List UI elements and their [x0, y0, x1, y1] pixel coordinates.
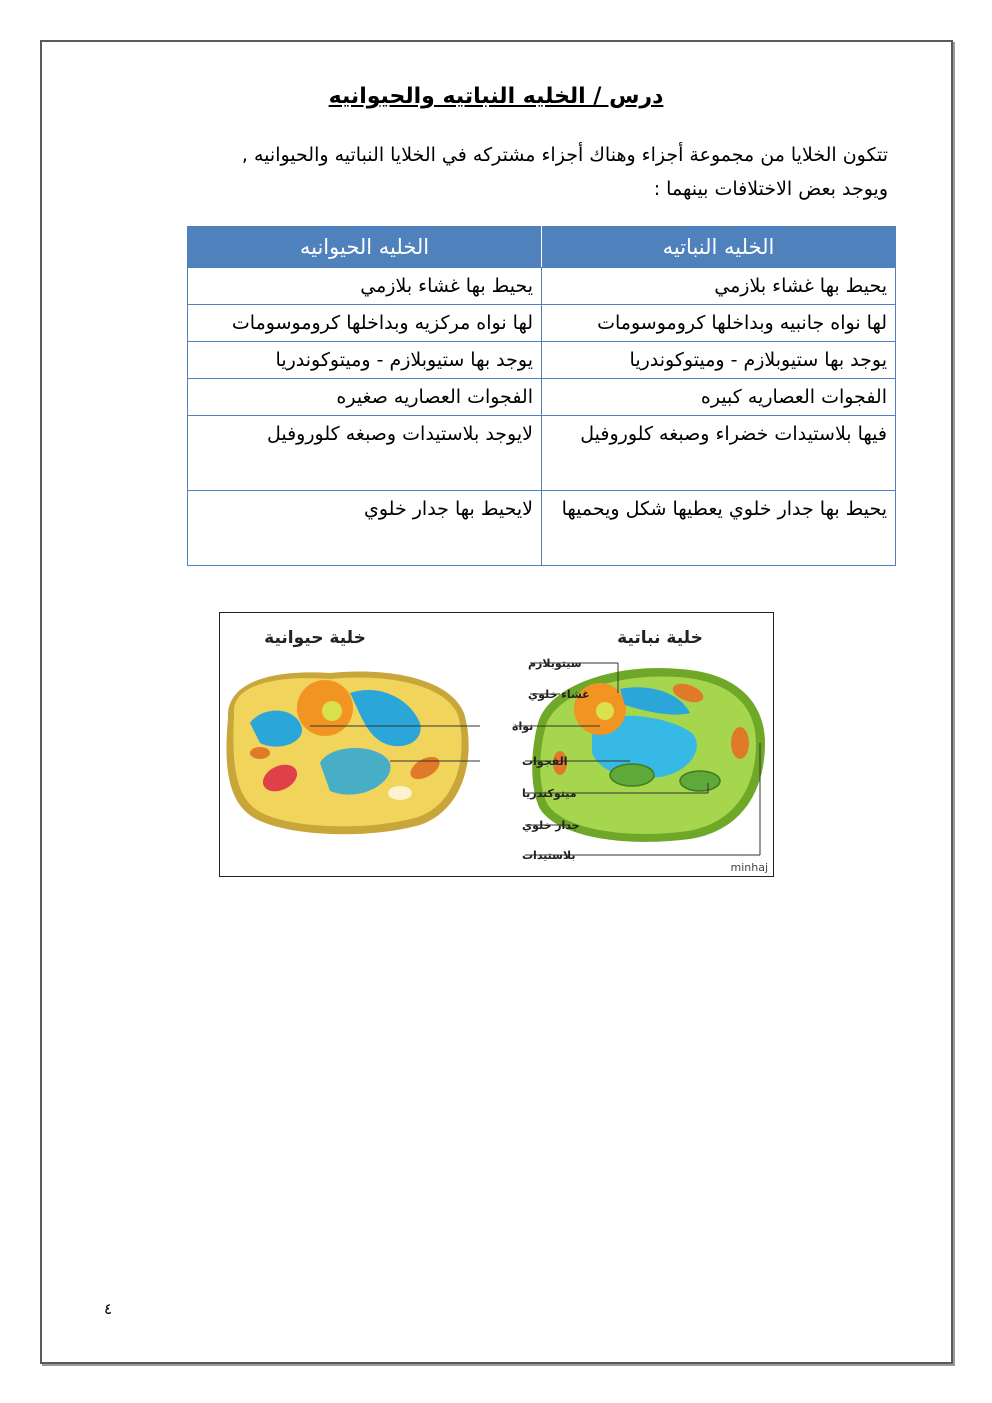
- plant-cell-value: يحيط بها جدار خلوي يعطيها شكل ويحميها: [542, 491, 896, 566]
- plant-cell-value: فيها بلاستيدات خضراء وصبغه كلوروفيل: [542, 416, 896, 491]
- cell-diagram-svg: [220, 613, 773, 876]
- animal-cell-value: لايوجد بلاستيدات وصبغه كلوروفيل: [188, 416, 542, 491]
- page-number: ٤: [104, 1300, 113, 1318]
- table-row: [188, 268, 896, 305]
- table-header-row: [188, 227, 896, 268]
- animal-cell-title: خلية حيوانية: [264, 628, 366, 648]
- intro-line-2: ويوجد بعض الاختلافات بينهما :: [653, 178, 888, 200]
- table-row: [188, 491, 896, 566]
- table-row: [188, 342, 896, 379]
- table-row: [188, 305, 896, 342]
- plant-cell-title: خلية نباتية: [617, 628, 703, 648]
- plant-cell-value: الفجوات العصاريه كبيره: [542, 379, 896, 416]
- intro-paragraph: [128, 138, 888, 206]
- label-nucleus: نواة: [512, 720, 534, 733]
- table-row: [188, 416, 896, 491]
- comparison-table: [187, 226, 896, 566]
- animal-cell-value: يحيط بها غشاء بلازمي: [188, 268, 542, 305]
- label-plastids: بلاستيدات: [522, 849, 576, 862]
- plant-cell-value: يوجد بها ستيوبلازم - وميتوكوندريا: [542, 342, 896, 379]
- label-mitochondria: ميتوكندريا: [522, 787, 577, 800]
- header-animal-cell: الخليه الحيوانيه: [188, 227, 542, 268]
- header-plant-cell: الخليه النباتيه: [542, 227, 896, 268]
- animal-cell-value: الفجوات العصاريه صغيره: [188, 379, 542, 416]
- cell-diagram: [219, 612, 774, 877]
- table-row: [188, 379, 896, 416]
- animal-cell-value: يوجد بها ستيوبلازم - وميتوكوندريا: [188, 342, 542, 379]
- label-vacuoles: الفجوات: [522, 755, 568, 768]
- label-cell-membrane: غشاء خلوي: [528, 688, 590, 701]
- label-cytoplasm: سيتوبلازم: [528, 657, 582, 670]
- animal-cell-value: لها نواه مركزيه وبداخلها كروموسومات: [188, 305, 542, 342]
- plant-cell-value: لها نواه جانبيه وبداخلها كروموسومات: [542, 305, 896, 342]
- watermark-text: minhaj: [730, 861, 768, 874]
- intro-line-1: تتكون الخلايا من مجموعة أجزاء وهناك أجزاء مشتركه في الخلايا النباتيه والحيوانيه ,: [241, 144, 888, 166]
- animal-cell-illustration: [226, 672, 468, 835]
- plant-cell-value: يحيط بها غشاء بلازمي: [542, 268, 896, 305]
- page-title: درس / الخليه النباتيه والحيوانيه: [328, 84, 664, 109]
- label-cell-wall: جدار خلوي: [522, 819, 580, 832]
- animal-cell-value: لايحيط بها جدار خلوي: [188, 491, 542, 566]
